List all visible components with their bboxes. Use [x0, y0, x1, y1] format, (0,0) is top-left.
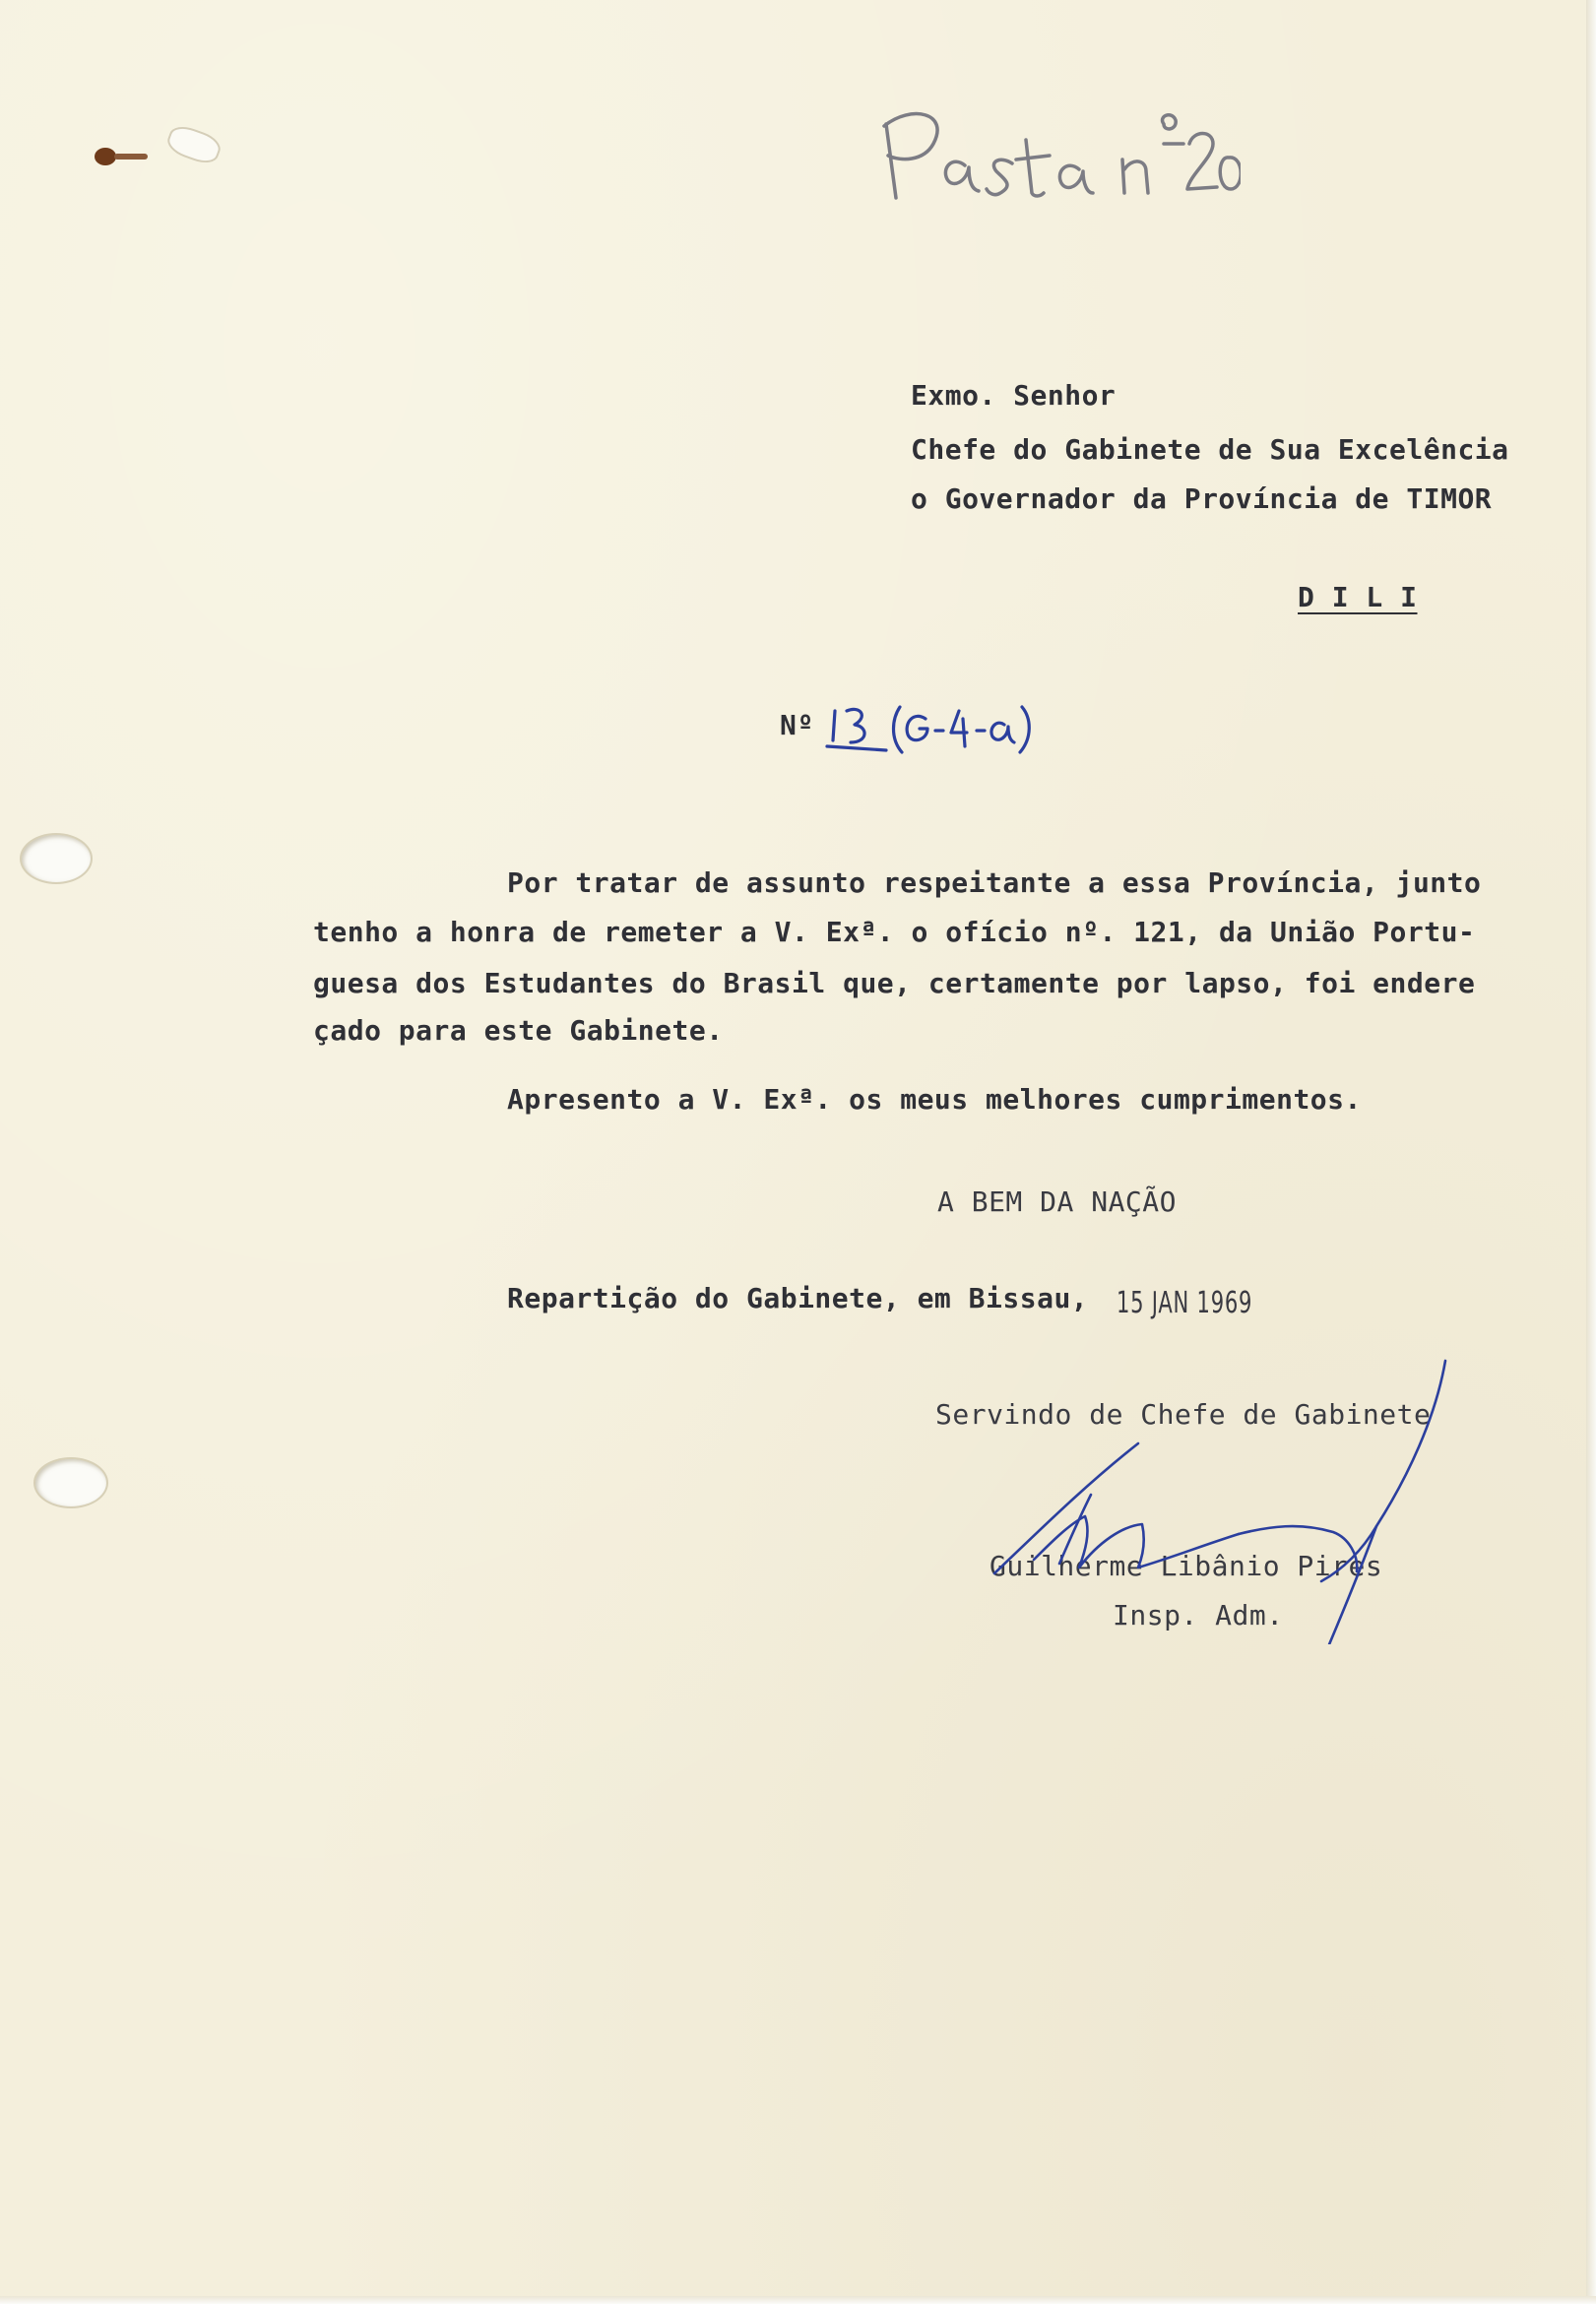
reference-prefix: Nº — [780, 709, 814, 741]
punch-hole-upper — [22, 835, 91, 882]
body-paragraph-2: Apresento a V. Exª. os meus melhores cumprimentos. — [507, 1083, 1362, 1116]
punch-hole-lower — [35, 1459, 106, 1506]
scan-edge-right — [1586, 0, 1596, 2304]
recipient-city: D I L I — [1298, 581, 1418, 613]
closing-formula: A BEM DA NAÇÃO — [937, 1185, 1178, 1218]
signatory-title: Insp. Adm. — [1113, 1599, 1284, 1632]
place-line: Repartição do Gabinete, em Bissau, — [507, 1282, 1089, 1314]
body-line-4: çado para este Gabinete. — [313, 1014, 724, 1047]
body-line-2: tenho a honra de remeter a V. Exª. o ofício nº. 121, da União Portu- — [313, 916, 1476, 948]
recipient-salutation: Exmo. Senhor — [911, 379, 1117, 412]
signature-role: Servindo de Chefe de Gabinete — [935, 1398, 1432, 1431]
body-line-1: Por tratar de assunto respeitante a essa Província, junto — [507, 866, 1482, 899]
rust-stain — [95, 148, 116, 165]
signatory-name: Guilherme Libânio Pires — [990, 1550, 1383, 1582]
rust-stain-trail — [114, 154, 148, 160]
body-line-3: guesa dos Estudantes do Brasil que, certamente por lapso, foi endere — [313, 967, 1476, 999]
stamped-date: 15 JAN 1969 — [1117, 1286, 1253, 1320]
pencil-note-drawing — [847, 95, 1241, 223]
recipient-governor: o Governador da Província de TIMOR — [911, 482, 1493, 515]
recipient-office: Chefe do Gabinete de Sua Excelência — [911, 433, 1509, 466]
signature — [975, 1349, 1487, 1644]
scan-edge-bottom — [0, 2296, 1596, 2304]
paper-tear-mark — [166, 124, 222, 165]
handwritten-reference-drawing — [817, 689, 1053, 768]
